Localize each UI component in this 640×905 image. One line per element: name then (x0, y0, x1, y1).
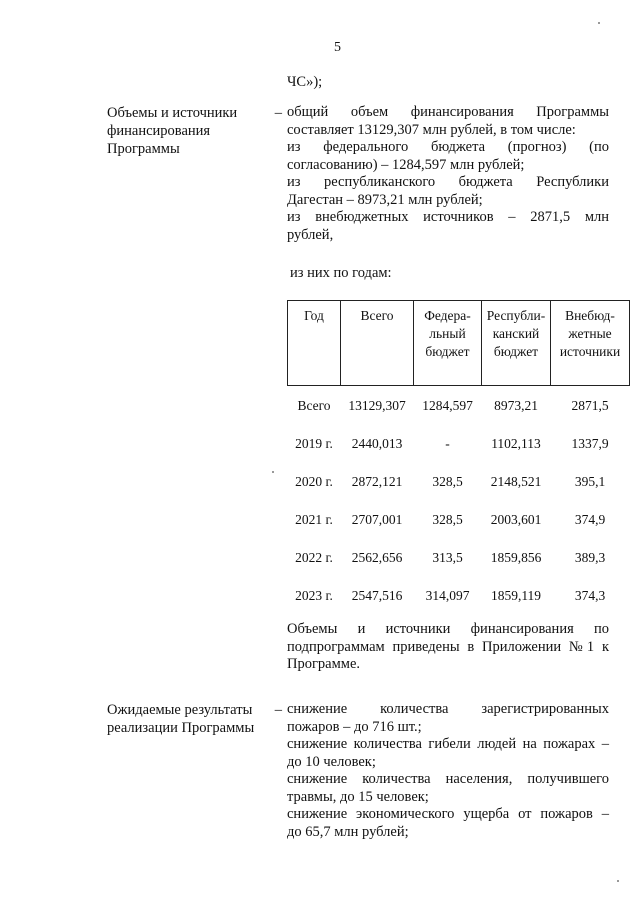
cell-extrabudget: 374,3 (574, 588, 606, 603)
cell-year: 2021 г. (295, 512, 333, 527)
cell-total: 2872,121 (351, 474, 403, 489)
note-line: подпрограммам приведены в Приложении №1 к (287, 638, 609, 655)
by-years-intro: из них по годам: (290, 265, 392, 281)
cell-republic: 1859,856 (490, 550, 542, 565)
funding-line: рублей, (287, 226, 334, 243)
cell-total: 2547,516 (351, 588, 403, 603)
funding-label-line: Программы (107, 141, 180, 157)
results-line: пожаров – до 716 шт.; (287, 718, 422, 735)
table-header-row (288, 301, 630, 386)
funding-line: из федерального бюджета (прогноз) (по (287, 139, 609, 155)
cell-total: 2562,656 (351, 550, 403, 565)
table-row (288, 452, 630, 490)
cell-federal: 328,5 (432, 512, 463, 527)
cell-republic: 1859,119 (490, 588, 542, 603)
funding-line: общий объем финансирования Программы (287, 104, 609, 120)
cell-year: 2022 г. (295, 550, 333, 565)
results-line: до 65,7 млн рублей; (287, 823, 409, 840)
scan-speck (617, 880, 619, 882)
results-line: до 10 человек; (287, 753, 376, 770)
scan-speck (272, 471, 274, 473)
cell-federal: 313,5 (432, 550, 463, 565)
results-label-line: Ожидаемые результаты (107, 702, 253, 718)
header-republic: Республи- канский бюджет (482, 301, 551, 386)
header-federal: Федера- льный бюджет (414, 301, 482, 386)
cell-federal: - (445, 436, 450, 451)
table-row (288, 386, 630, 415)
cell-year: 2020 г. (295, 474, 333, 489)
funding-line: составляет 13129,307 млн рублей, в том числе: (287, 121, 576, 138)
results-line: травмы, до 15 человек; (287, 788, 429, 805)
cell-republic: 2003,601 (490, 512, 542, 527)
top-fragment: ЧС»); (287, 74, 323, 90)
cell-extrabudget: 1337,9 (571, 436, 609, 451)
funding-note (287, 621, 609, 674)
results-line: снижение количества населения, получившего (287, 771, 609, 787)
cell-federal: 328,5 (432, 474, 463, 489)
results-text (287, 701, 609, 841)
scan-speck (598, 22, 600, 24)
funding-table (287, 300, 630, 604)
results-line: снижение количества зарегистрированных (287, 701, 609, 717)
results-line: снижение количества гибели людей на пожарах – (287, 736, 609, 752)
funding-label-line: Объемы и источники (107, 105, 238, 121)
page-number: 5 (334, 40, 341, 55)
results-label (107, 701, 282, 737)
funding-label (107, 104, 282, 158)
results-line: снижение экономического ущерба от пожаров – (287, 806, 609, 822)
cell-extrabudget: 389,3 (574, 550, 606, 565)
funding-label-line: финансирования (107, 123, 211, 139)
header-extrabudget: Внебюд- жетные источники (551, 301, 630, 386)
table-row (288, 566, 630, 604)
cell-total: 2440,013 (351, 436, 403, 451)
header-year: Год (288, 301, 341, 386)
funding-line: Дагестан – 8973,21 млн рублей; (287, 191, 483, 208)
cell-republic: 1102,113 (491, 436, 541, 451)
cell-extrabudget: 395,1 (574, 474, 606, 489)
results-label-line: реализации Программы (107, 720, 255, 736)
cell-year: 2023 г. (295, 588, 333, 603)
table-row (288, 490, 630, 528)
cell-federal: 1284,597 (422, 398, 473, 413)
cell-extrabudget: 2871,5 (571, 398, 609, 413)
cell-total: 13129,307 (348, 398, 406, 413)
cell-republic: 2148,521 (490, 474, 542, 489)
table-row (288, 414, 630, 452)
cell-year: 2019 г. (295, 436, 333, 451)
funding-text (287, 104, 609, 244)
funding-line: согласованию) – 1284,597 млн рублей; (287, 156, 525, 173)
cell-year: Всего (297, 398, 331, 413)
note-line: Программе. (287, 656, 361, 672)
note-line: Объемы и источники финансирования по (287, 621, 609, 637)
funding-line: из республиканского бюджета Республики (287, 174, 609, 190)
table-row (288, 528, 630, 566)
cell-republic: 8973,21 (494, 398, 538, 413)
cell-federal: 314,097 (425, 588, 470, 603)
header-total: Всего (341, 301, 414, 386)
cell-extrabudget: 374,9 (574, 512, 606, 527)
funding-line: из внебюджетных источников – 2871,5 млн (287, 209, 609, 225)
cell-total: 2707,001 (351, 512, 403, 527)
results-dash: – (274, 702, 282, 718)
funding-dash: – (274, 105, 282, 121)
